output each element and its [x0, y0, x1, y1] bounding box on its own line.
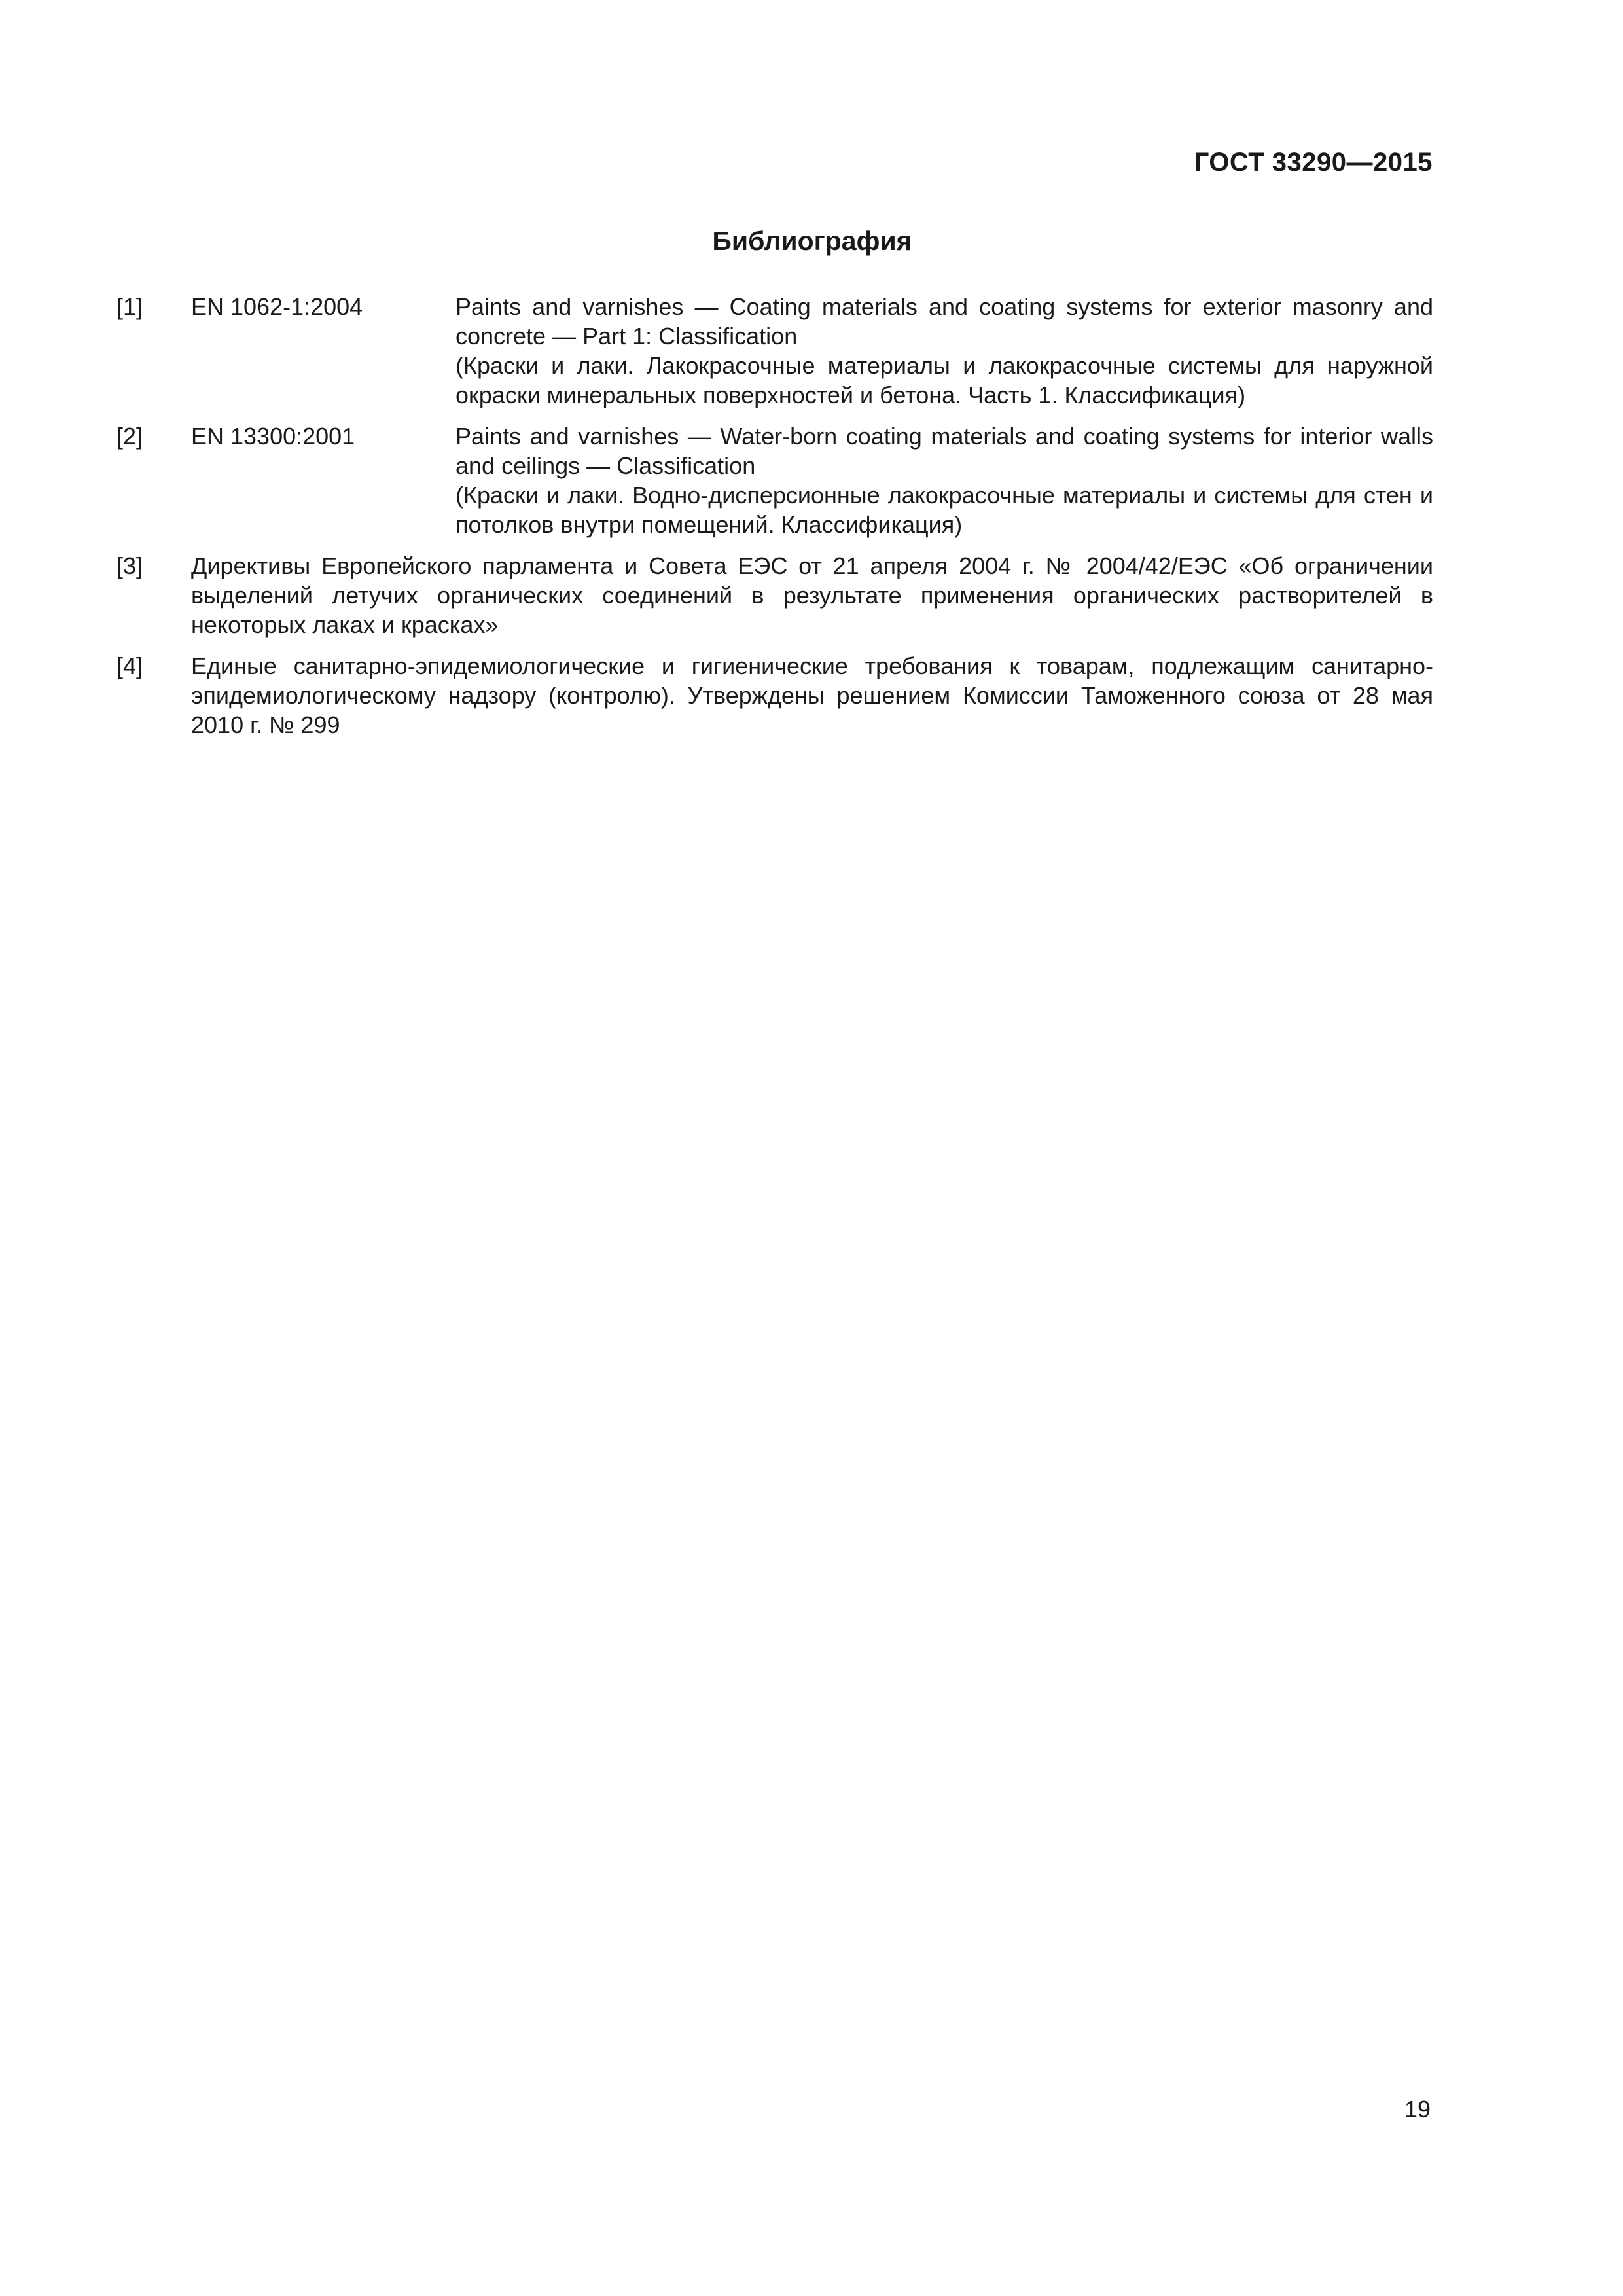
entry-text-ru: (Краски и лаки. Водно-дисперсионные лакокрасочные материалы и системы для стен и потолков внутри помещений. Классификация)	[455, 482, 1433, 538]
bibliography-entry	[116, 422, 1433, 539]
entry-number: [4]	[116, 653, 143, 679]
standard-code-header: ГОСТ 33290—2015	[1194, 148, 1433, 177]
section-title: Библиография	[712, 226, 912, 256]
entry-text-ru: (Краски и лаки. Лакокрасочные материалы и лакокрасочные системы для наружной окраски минеральных поверхностей и бетона. Часть 1. Классификация)	[455, 352, 1433, 408]
entry-text	[455, 292, 1433, 410]
entry-text	[455, 422, 1433, 539]
bibliography-list	[116, 292, 1433, 751]
entry-text-en: Paints and varnishes — Coating materials and coating systems for exterior masonry and concrete — Part 1: Classification	[455, 293, 1433, 350]
entry-code: EN 1062-1:2004	[191, 293, 363, 320]
entry-text: Директивы Европейского парламента и Совета ЕЭС от 21 апреля 2004 г. № 2004/42/ЕЭС «Об ограничении выделений летучих органических соединений в результате применения органических растворителей в некоторых лаках и красках»	[191, 552, 1433, 638]
entry-number: [1]	[116, 293, 143, 320]
bibliography-entry	[116, 651, 1433, 740]
bibliography-entry	[116, 551, 1433, 639]
entry-text: Единые санитарно-эпидемиологические и гигиенические требования к товарам, подлежащим санитарно-эпидемиологическому надзору (контролю). Утверждены решением Комиссии Таможенного союза от 28 мая 2010 г. № 299	[191, 653, 1433, 738]
page-number: 19	[1404, 2096, 1431, 2123]
entry-number: [2]	[116, 423, 143, 450]
entry-code: EN 13300:2001	[191, 423, 355, 450]
entry-text-en: Paints and varnishes — Water-born coating materials and coating systems for interior walls and ceilings — Classification	[455, 423, 1433, 479]
entry-number: [3]	[116, 552, 143, 579]
bibliography-entry	[116, 292, 1433, 410]
